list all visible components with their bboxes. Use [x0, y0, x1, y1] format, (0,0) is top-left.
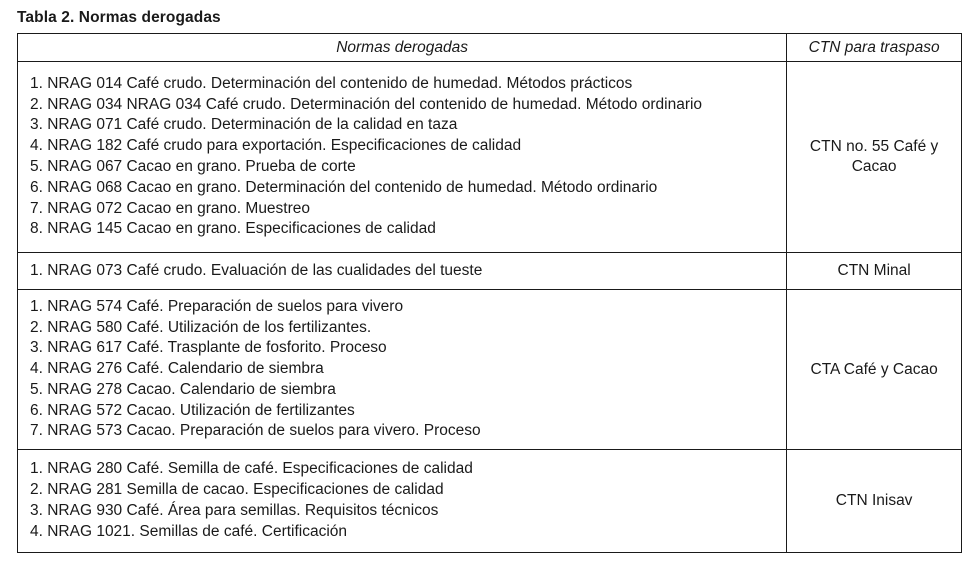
table-header-row [18, 34, 962, 62]
ctn-value: CTN no. 55 Café y Cacao [809, 138, 939, 175]
list-item: 8. NRAG 145 Cacao en grano. Especificaciones de calidad [30, 220, 436, 238]
ctn-value: CTN Minal [837, 262, 911, 279]
ctn-value: CTN Inisav [835, 492, 913, 509]
list-item: 7. NRAG 072 Cacao en grano. Muestreo [30, 199, 311, 217]
list-item: 1. NRAG 073 Café crudo. Evaluación de las cualidades del tueste [30, 261, 483, 279]
ctn-value: CTA Café y Cacao [810, 360, 938, 378]
list-item: 4. NRAG 182 Café crudo para exportación. Especificaciones de calidad [30, 137, 522, 155]
list-item: 5. NRAG 067 Cacao en grano. Prueba de corte [30, 158, 356, 175]
list-item: 2. NRAG 580 Café. Utilización de los fertilizantes. [30, 318, 372, 336]
list-item: 4. NRAG 276 Café. Calendario de siembra [30, 360, 324, 378]
normas-cell [18, 62, 787, 253]
table-row [18, 62, 962, 253]
normas-list [30, 297, 786, 443]
list-item: 3. NRAG 071 Café crudo. Determinación de la calidad en taza [30, 116, 458, 134]
table-row [18, 290, 962, 450]
list-item: 2. NRAG 281 Semilla de cacao. Especificaciones de calidad [30, 481, 444, 499]
list-item: 6. NRAG 068 Cacao en grano. Determinación del contenido de humedad. Método ordinario [30, 178, 658, 196]
header-ctn-para-traspaso: CTN para traspaso [787, 34, 962, 62]
list-item: 2. NRAG 034 NRAG 034 Café crudo. Determinación del contenido de humedad. Método ordinario [30, 95, 703, 113]
ctn-cell [787, 290, 962, 450]
list-item: 1. NRAG 280 Café. Semilla de café. Especificaciones de calidad [30, 460, 473, 478]
ctn-cell [787, 450, 962, 553]
list-item: 7. NRAG 573 Cacao. Preparación de suelos para vivero. Proceso [30, 422, 481, 440]
list-item: 6. NRAG 572 Cacao. Utilización de fertilizantes [30, 401, 355, 419]
normas-list [30, 74, 786, 240]
normas-cell [18, 450, 787, 553]
normas-list [30, 459, 786, 542]
table-row [18, 450, 962, 553]
list-item: 4. NRAG 1021. Semillas de café. Certificación [30, 522, 348, 540]
normas-derogadas-table [17, 33, 962, 553]
ctn-cell [787, 62, 962, 253]
normas-cell [18, 253, 787, 290]
list-item: 5. NRAG 278 Cacao. Calendario de siembra [30, 380, 336, 398]
table-row [18, 253, 962, 290]
list-item: 1. NRAG 574 Café. Preparación de suelos para vivero [30, 297, 404, 315]
header-normas-derogadas: Normas derogadas [18, 34, 787, 62]
normas-cell [18, 290, 787, 450]
normas-list [30, 261, 786, 282]
ctn-cell [787, 253, 962, 290]
table-title: Tabla 2. Normas derogadas [17, 9, 221, 26]
list-item: 3. NRAG 930 Café. Área para semillas. Requisitos técnicos [30, 502, 439, 519]
list-item: 1. NRAG 014 Café crudo. Determinación del contenido de humedad. Métodos prácticos [30, 74, 633, 92]
list-item: 3. NRAG 617 Café. Trasplante de fosforito. Proceso [30, 339, 387, 357]
